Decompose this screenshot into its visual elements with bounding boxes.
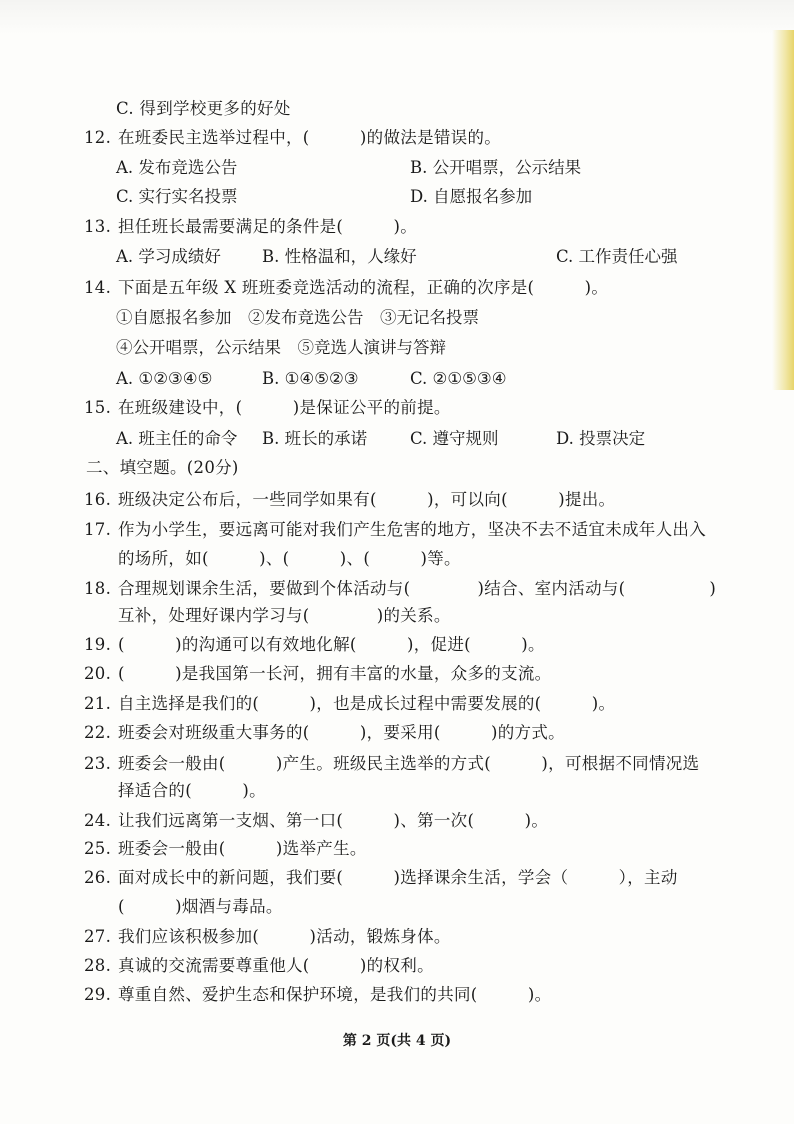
question-17-continued: 的场所，如( )、( )、( )等。	[118, 549, 461, 568]
question-text: 尊重自然、爱护生态和保护环境，是我们的共同( )。	[118, 985, 552, 1004]
q14-steps-line2: ④公开唱票，公示结果 ⑤竞选人演讲与答辩	[116, 338, 446, 357]
q11-option-c: C. 得到学校更多的好处	[116, 99, 291, 118]
q15-option-b: B. 班长的承诺	[262, 429, 368, 448]
question-26	[84, 867, 678, 889]
question-number: 12.	[84, 128, 112, 147]
question-text: 真诚的交流需要尊重他人( )的权利。	[118, 956, 434, 975]
page-footer: 第 2 页(共 4 页)	[342, 1033, 452, 1049]
question-14	[84, 277, 608, 299]
q14-option-c: C. ②①⑤③④	[410, 369, 507, 388]
question-16	[84, 489, 615, 511]
question-text: 班级决定公布后，一些同学如果有( )，可以向( )提出。	[118, 490, 616, 509]
question-text: 面对成长中的新问题，我们要( )选择课余生活，学会（ ），主动	[118, 868, 678, 887]
question-19	[84, 634, 545, 656]
question-23	[84, 753, 699, 775]
question-28	[84, 955, 434, 977]
question-12	[84, 127, 501, 149]
question-number: 18.	[84, 579, 112, 598]
q12-option-d: D. 自愿报名参加	[410, 187, 533, 206]
question-number: 19.	[84, 635, 112, 654]
question-number: 29.	[84, 985, 112, 1004]
q12-option-c: C. 实行实名投票	[116, 187, 238, 206]
question-20	[84, 663, 551, 685]
q13-option-b: B. 性格温和，人缘好	[262, 247, 417, 266]
question-23-continued: 择适合的( )。	[118, 781, 266, 800]
q15-option-c: C. 遵守规则	[410, 429, 499, 448]
question-13	[84, 216, 417, 238]
question-number: 16.	[84, 490, 112, 509]
q15-option-d: D. 投票决定	[556, 429, 646, 448]
question-29	[84, 984, 551, 1006]
question-24	[84, 810, 548, 832]
question-18	[84, 578, 716, 600]
question-text: ( )的沟通可以有效地化解( )，促进( )。	[118, 635, 545, 654]
question-number: 23.	[84, 754, 112, 773]
question-number: 14.	[84, 278, 112, 297]
question-number: 20.	[84, 664, 112, 683]
q14-option-a: A. ①②③④⑤	[116, 369, 213, 388]
question-text: 合理规划课余生活，要做到个体活动与( )结合、室内活动与( )	[118, 579, 717, 598]
question-number: 24.	[84, 811, 112, 830]
question-text: 班委会对班级重大事务的( )，要采用( )的方式。	[118, 723, 565, 742]
question-text: 班委会一般由( )选举产生。	[118, 839, 367, 858]
question-22	[84, 722, 565, 744]
question-21	[84, 693, 615, 715]
section-heading-fill-in: 二、填空题。(20分)	[86, 458, 239, 477]
question-text: 自主选择是我们的( )，也是成长过程中需要发展的( )。	[118, 694, 616, 713]
question-number: 26.	[84, 868, 112, 887]
question-text: 班委会一般由( )产生。班级民主选举的方式( )，可根据不同情况选	[118, 754, 700, 773]
question-text: 担任班长最需要满足的条件是( )。	[118, 217, 418, 236]
q14-steps-line1: ①自愿报名参加 ②发布竞选公告 ③无记名投票	[116, 308, 479, 327]
q15-option-a: A. 班主任的命令	[116, 429, 238, 448]
question-17	[84, 519, 706, 541]
q13-option-a: A. 学习成绩好	[116, 247, 221, 266]
q13-option-c: C. 工作责任心强	[556, 247, 678, 266]
question-text: 在班级建设中，( )是保证公平的前提。	[118, 398, 451, 417]
question-text: ( )是我国第一长河，拥有丰富的水量，众多的支流。	[118, 664, 552, 683]
question-number: 25.	[84, 839, 112, 858]
question-25	[84, 838, 367, 860]
question-number: 15.	[84, 398, 112, 417]
question-number: 13.	[84, 217, 112, 236]
q14-option-b: B. ①④⑤②③	[262, 369, 359, 388]
question-18-continued: 互补，处理好课内学习与( )的关系。	[118, 606, 451, 625]
question-number: 27.	[84, 927, 112, 946]
question-text: 在班委民主选举过程中，( )的做法是错误的。	[118, 128, 502, 147]
q12-option-b: B. 公开唱票，公示结果	[410, 158, 582, 177]
question-27	[84, 926, 451, 948]
question-text: 下面是五年级 X 班班委竞选活动的流程，正确的次序是( )。	[118, 278, 609, 297]
question-text: 我们应该积极参加( )活动，锻炼身体。	[118, 927, 451, 946]
q12-option-a: A. 发布竞选公告	[116, 158, 238, 177]
question-number: 28.	[84, 956, 112, 975]
question-26-continued: ( )烟酒与毒品。	[118, 897, 283, 916]
question-text: 作为小学生，要远离可能对我们产生危害的地方，坚决不去不适宜未成年人出入	[118, 520, 706, 539]
question-number: 21.	[84, 694, 112, 713]
question-15	[84, 397, 451, 419]
question-text: 让我们远离第一支烟、第一口( )、第一次( )。	[118, 811, 549, 830]
question-number: 17.	[84, 520, 112, 539]
question-number: 22.	[84, 723, 112, 742]
